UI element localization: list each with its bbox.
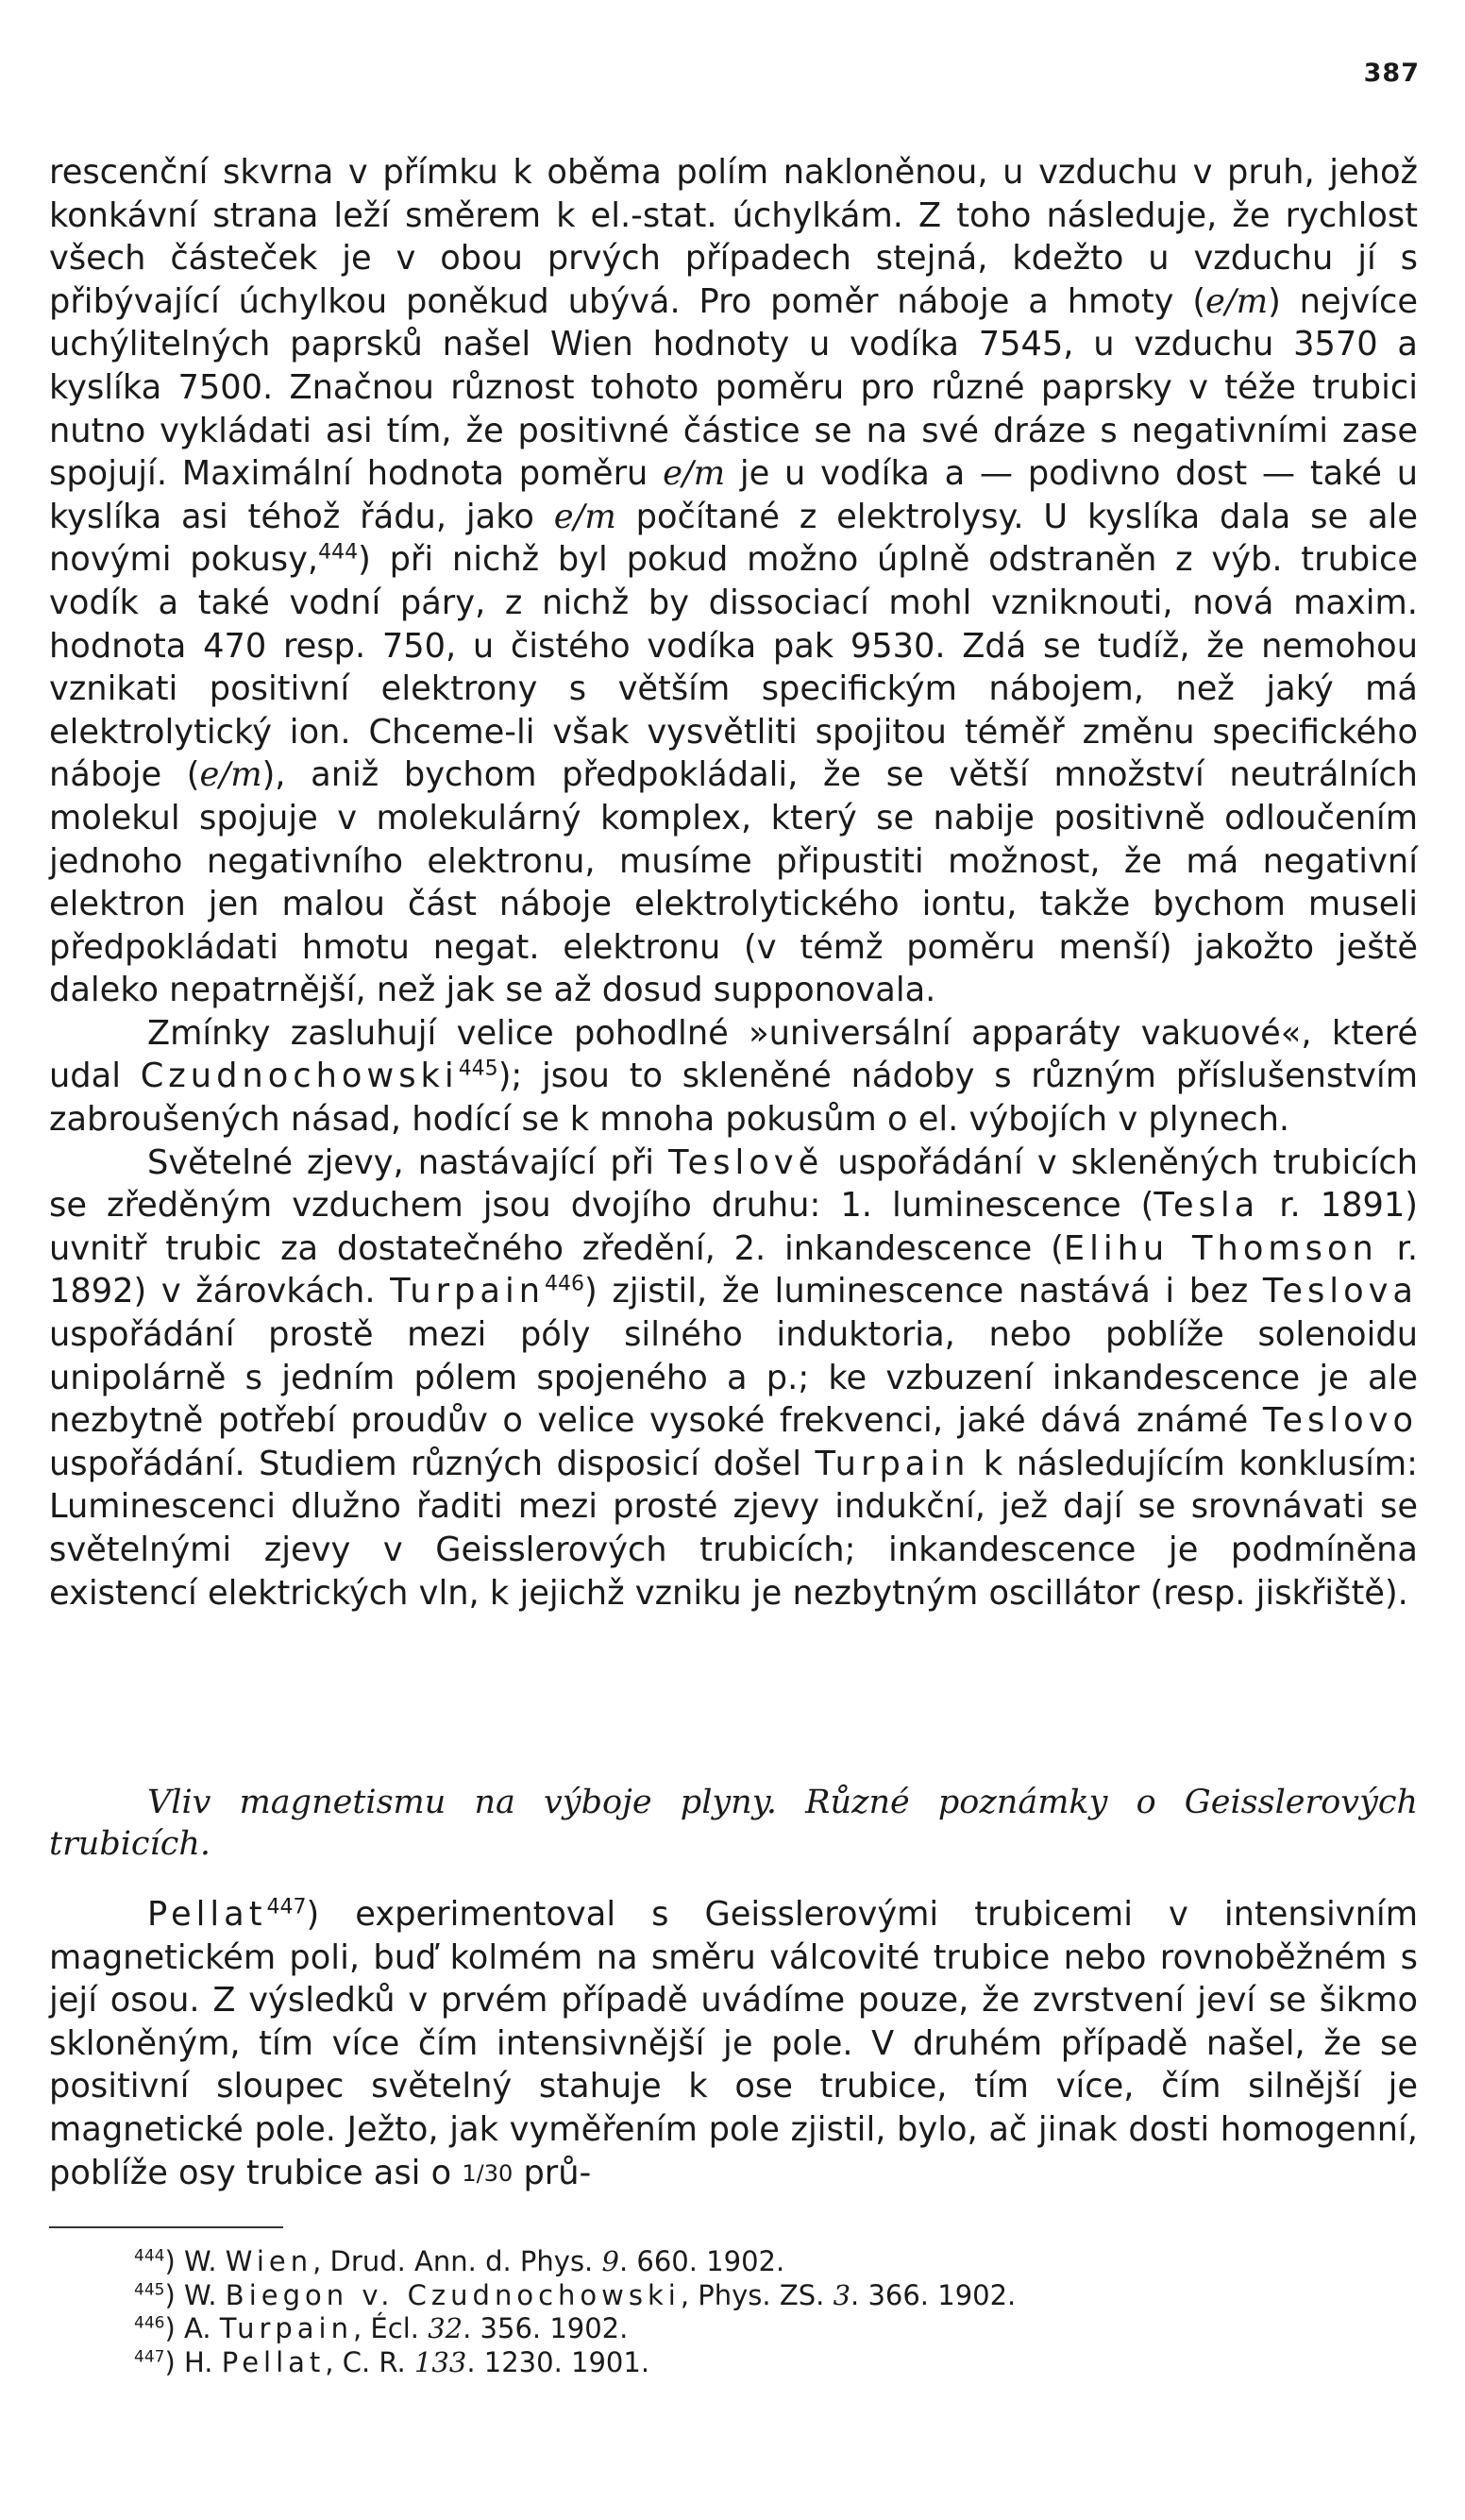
footnote-number: $^{444}$) (134, 2245, 184, 2277)
italic-text: 9 (601, 2245, 619, 2277)
text-run: uspořádání. Studiem různých disposicí došel (49, 1444, 816, 1483)
text-run: prů- (513, 2153, 592, 2192)
text-run: uspořádání v skleněných trubicích se zředěným vzduchem jsou dvojího druhu: 1. luminescence ( (49, 1142, 1418, 1226)
paragraph (49, 1142, 1418, 1615)
text-run: H. (184, 2345, 222, 2378)
footnote (134, 2346, 1361, 2380)
text-run: , Drud. Ann. d. Phys. (312, 2245, 602, 2277)
text-run: rescenční skvrna v přímku k oběma polím nakloněnou, u vzduchu v pruh, jehož konkávní strana leží směrem k el.-stat. úchylkám. Z toho následuje, že rychlost všech částeček je v obou prvých případech stejná, kdežto u vzduchu jí s přibývající úchylkou poněkud ubývá. Pro poměr náboje a hmoty ( (49, 153, 1418, 321)
text-run: k následujícím konklusím: Luminescenci dlužno řaditi mezi prosté zjevy indukční, jež dají se srovnávati se světelnými zjevy v Geisslerových trubicích; inkandescence je podmíněna existencí elektrických vln, k jejichž vzniku je nezbytným oscillátor (resp. jiskřiště). (49, 1444, 1418, 1613)
spaced-name: Wien (225, 2245, 313, 2277)
text-run: ), aniž bychom předpokládali, že se větší množství neutrálních molekul spojuje v molekulárný komplex, který se nabije positivně odloučením jednoho negativního elektronu, musíme připustiti možnost, že má negativní elektron jen malou část náboje elektrolytického iontu, takže bychom museli předpokládati hmotu negat. elektronu (v témž poměru menší) jakožto ještě daleko nepatrnější, než jak se až dosud supponovala. (49, 755, 1418, 1010)
spaced-name: Teslova (1262, 1272, 1418, 1311)
italic-text: 32 (428, 2312, 463, 2344)
italic-text: 3 (833, 2278, 851, 2311)
footnote (134, 2245, 1361, 2279)
spaced-name: Pellat (147, 1895, 267, 1934)
italic-text: e/m (553, 497, 616, 536)
italic-text: 133 (413, 2345, 467, 2378)
spaced-name: Turpain (390, 1272, 546, 1311)
text-run: r. 1892) v žárovkách. (49, 1228, 1419, 1311)
footnote-ref: 444 (318, 540, 359, 565)
page-number: 387 (1363, 59, 1420, 88)
footnote (134, 2279, 1361, 2313)
footnote-number-sup: 444 (134, 2246, 165, 2266)
footnote-ref: 446 (545, 1272, 585, 1296)
footnote (134, 2312, 1361, 2346)
footnote-number: $^{445}$) (134, 2278, 184, 2311)
text-run: ); jsou to skleněné nádoby s různým příslušenstvím zabroušených násad, hodící se k mnoha pokusům o el. výbojích v plynech. (49, 1057, 1418, 1140)
text-run: Zmínky zasluhují velice pohodlné »universální apparáty vakuové«, které udal (49, 1013, 1418, 1096)
spaced-name: Turpain (815, 1444, 970, 1483)
footnote-number-sup: 446 (134, 2313, 165, 2333)
section-text (49, 1893, 1418, 2195)
footnote-ref: 447 (266, 1895, 307, 1920)
spaced-name: Elihu Thomson (1063, 1228, 1378, 1268)
spaced-name: Teslově (668, 1142, 824, 1182)
paragraph (49, 151, 1418, 1012)
spaced-name: Tesla (1153, 1186, 1260, 1226)
footnote-rule (49, 2226, 283, 2228)
footnote-number: $^{447}$) (134, 2345, 184, 2378)
italic-text: e/m (663, 454, 726, 494)
text-run: , Phys. ZS. (680, 2278, 834, 2311)
text-run: . 1230. 1901. (466, 2345, 650, 2378)
fraction: 1/30 (462, 2159, 514, 2187)
text-run: ) experimentoval s Geisslerovými trubicemi v intensivním magnetickém poli, buď kolmém na směru válcovité trubice nebo rovnoběžném s její osou. Z výsledků v prvém případě uvádíme pouze, že zvrstvení jeví se šikmo skloněným, tím více čím intensivnější je pole. V druhém případě našel, že se positivní sloupec světelný stahuje k ose trubice, tím více, čím silnější je magnetické pole. Ježto, jak vyměřením pole zjistil, bylo, ač jinak dosti homogenní, poblíže osy trubice asi o (49, 1895, 1418, 2192)
text-run: r. 1891) uvnitř trubic za dostatečného zředění, 2. inkandescence ( (49, 1186, 1418, 1268)
text-run: uspořádání prostě mezi póly silného induktoria, nebo poblíže solenoidu unipolárně s jedním pólem spojeného a p.; ke vzbuzení inkandescence je ale nezbytně potřebí proudův o velice vysoké frekvenci, jaké dává známé (49, 1315, 1418, 1441)
text-run: ) nejvíce uchýlitelných paprsků našel Wien hodnoty u vodíka 7545, u vzduchu 3570 a kyslíka 7500. Značnou různost tohoto poměru pro různé paprsky v téže trubici nutno vykládati asi tím, že positivné částice se na své dráze s negativními zase spojují. Maximální hodnota poměru (49, 281, 1418, 494)
spaced-name: Teslovo (1262, 1401, 1418, 1441)
spaced-name: Czudnochowski (140, 1057, 459, 1096)
italic-text: e/m (1205, 281, 1269, 321)
text-run: . 356. 1902. (463, 2312, 629, 2344)
text-run: W. (184, 2245, 226, 2277)
italic-text: e/m (199, 755, 262, 795)
body-text (49, 151, 1418, 1615)
text-run: ) zjistil, že luminescence nastává i bez (584, 1272, 1263, 1311)
text-run: , C. R. (325, 2345, 414, 2378)
paragraph (49, 1012, 1418, 1142)
footnote-number: $^{446}$) (134, 2312, 184, 2344)
text-run: W. (184, 2278, 226, 2311)
text-run: A. (184, 2312, 220, 2344)
text-run: . 660. 1902. (618, 2245, 785, 2277)
footnotes (134, 2245, 1361, 2379)
text-run: , Écl. (353, 2312, 429, 2344)
spaced-name: Biegon v. Czudnochowski (225, 2278, 681, 2311)
paragraph (49, 1893, 1418, 2195)
section-heading: Vliv magnetismu na výboje plyny. Různé poznámky o Geisslerových trubicích. (49, 1784, 1418, 1863)
footnote-number-sup: 445 (134, 2279, 165, 2299)
text-run: je u vodíka a — podivno dost — také u kyslíka asi téhož řádu, jako (49, 454, 1418, 536)
text-run: počítané z elektrolysy. U kyslíka dala se ale novými pokusy, (49, 497, 1418, 580)
spaced-name: Pellat (221, 2345, 326, 2378)
spaced-name: Turpain (219, 2312, 353, 2344)
text-run: . 366. 1902. (850, 2278, 1017, 2311)
footnote-number-sup: 447 (134, 2346, 165, 2366)
text-run: Světelné zjevy, nastávající při (147, 1142, 668, 1182)
text-run: ) při nichž byl pokud možno úplně odstraněn z výb. trubice vodík a také vodní páry, z nichž by dissociací mohl vzniknouti, nová maxim. hodnota 470 resp. 750, u čistého vodíka pak 9530. Zdá se tudíž, že nemohou vznikati positivní elektrony s větším specifickým nábojem, než jaký má elektrolytický ion. Chceme-li však vysvětliti spojitou téměř změnu specifického náboje ( (49, 540, 1418, 795)
footnote-ref: 445 (458, 1057, 498, 1081)
